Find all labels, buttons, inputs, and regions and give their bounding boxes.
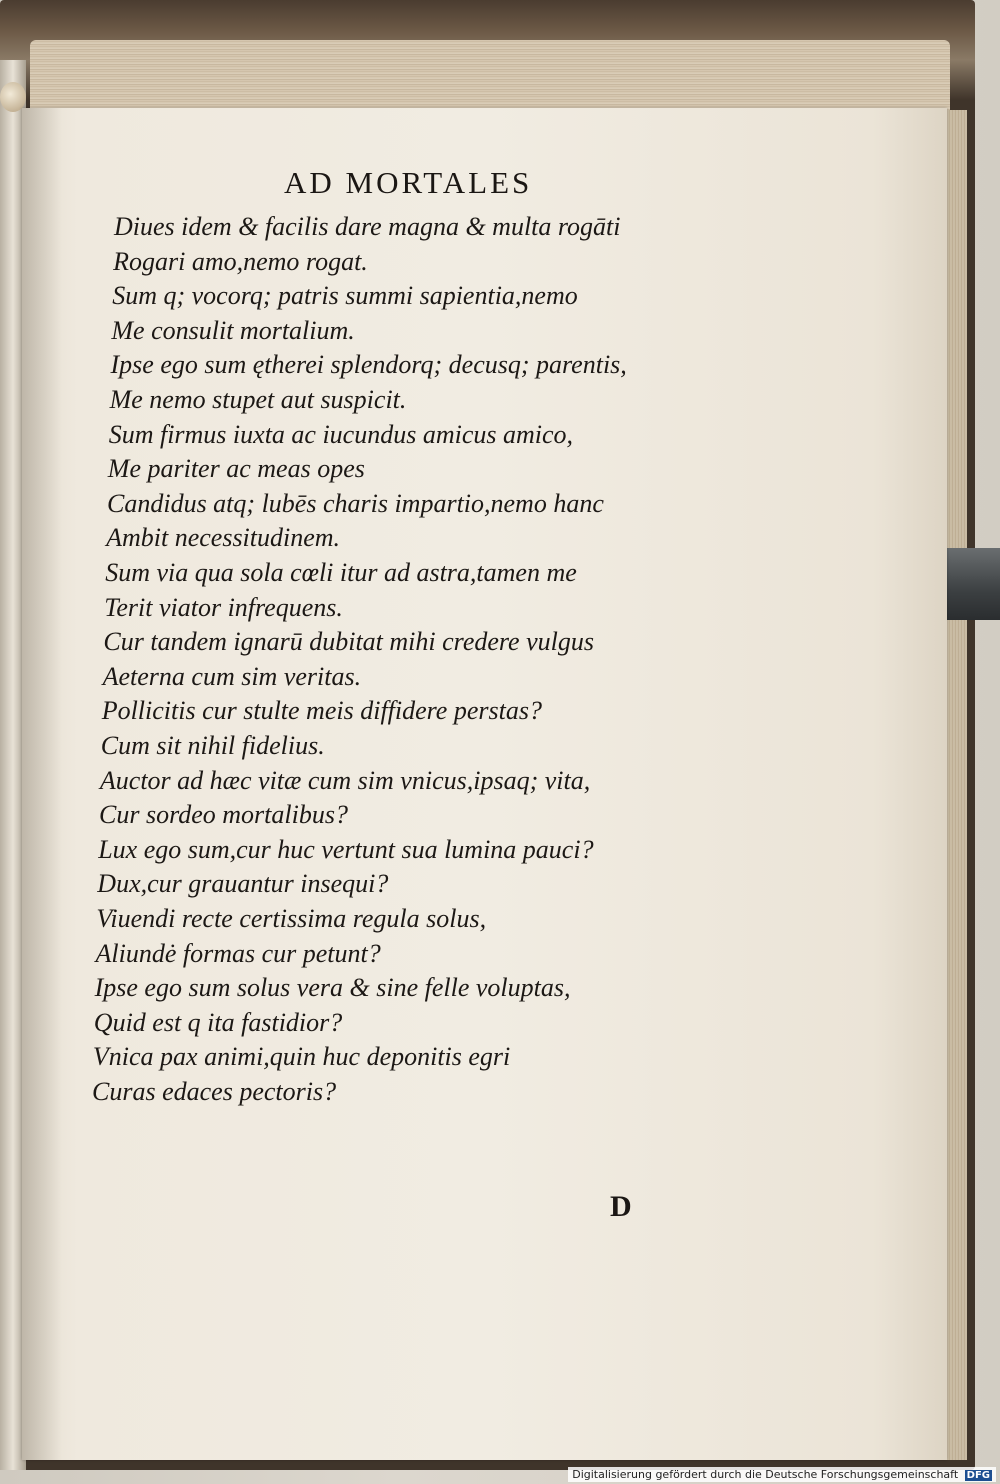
verse-line: Viuendi recte certissima regula solus, <box>96 904 487 933</box>
verse-line: Me nemo stupet aut suspicit. <box>109 385 407 414</box>
verse-line: Lux ego sum,cur huc vertunt sua lumina pauci? <box>98 834 594 864</box>
verse-line: Terit viator infrequens. <box>104 592 343 622</box>
credit-text: Digitalisierung gefördert durch die Deutsche Forschungsgemeinschaft <box>572 1468 959 1481</box>
verse-line: Quid est q ita fastidior? <box>93 1007 343 1037</box>
digitization-credit <box>568 1467 996 1482</box>
dfg-logo: DFG <box>966 1470 990 1481</box>
verse-line: Aliundė formas cur petunt? <box>95 938 381 968</box>
verse-line: Cur sordeo mortalibus? <box>99 800 348 830</box>
verse-line: Sum via qua sola cœli itur ad astra,tamen me <box>105 558 577 587</box>
verse-line: Cum sit nihil fidelius. <box>100 731 325 760</box>
verse-line: Sum firmus iuxta ac iucundus amicus amico, <box>108 419 574 449</box>
verse-line: Sum q; vocorq; patris summi sapientia,nemo <box>112 281 578 311</box>
verse-line: Rogari amo,nemo rogat. <box>113 246 368 276</box>
verse-line: Ipse ego sum solus vera & sine felle voluptas, <box>94 973 571 1003</box>
verse-line: Me consulit mortalium. <box>111 315 355 345</box>
page-fore-edge <box>945 110 967 1460</box>
verse-line: Vnica pax animi,quin huc deponitis egri <box>92 1042 511 1072</box>
running-header: AD MORTALES <box>284 165 533 200</box>
verse-line: Curas edaces pectoris? <box>92 1077 337 1106</box>
verse-line: Me pariter ac meas opes <box>107 454 365 484</box>
verse-line: Diues idem & facilis dare magna & multa rogāti <box>114 212 621 241</box>
verse-line: Dux,cur grauantur insequi? <box>97 869 389 899</box>
verse-line: Auctor ad hæc vitæ cum sim vnicus,ipsaq; vita, <box>99 765 591 795</box>
verse-line: Cur tandem ignarū dubitat mihi credere vulgus <box>103 627 594 657</box>
verse-line: Aeterna cum sim veritas. <box>102 661 362 691</box>
book-page <box>22 108 947 1460</box>
signature-mark: D <box>610 1190 632 1223</box>
verse-line: Ipse ego sum ętherei splendorq; decusq; parentis, <box>110 350 627 380</box>
verse-line: Pollicitis cur stulte meis diffidere perstas? <box>101 696 542 726</box>
verse-line: Candidus atq; lubēs charis impartio,nemo hanc <box>107 488 604 518</box>
book-top-edge <box>30 40 950 110</box>
verse-block <box>22 108 947 1460</box>
verse-line: Ambit necessitudinem. <box>106 523 341 553</box>
